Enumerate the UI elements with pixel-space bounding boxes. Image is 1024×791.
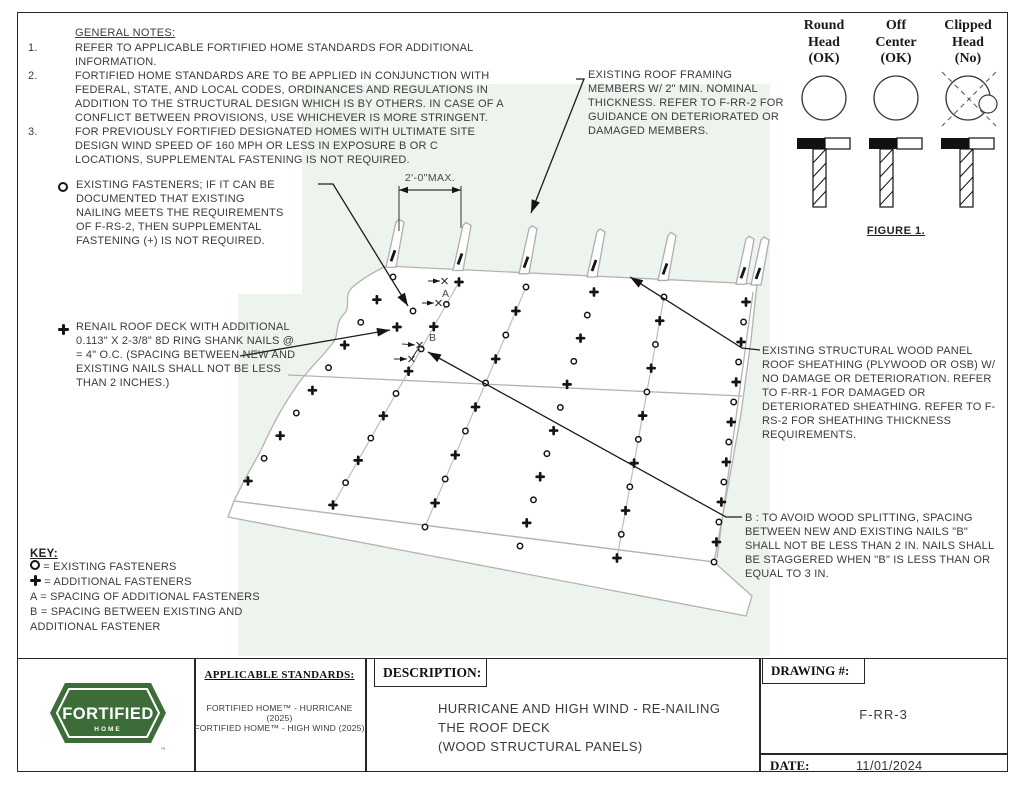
- note-text: REFER TO APPLICABLE FORTIFIED HOME STANDARDS FOR ADDITIONAL INFORMATION.: [75, 42, 474, 68]
- spacing-a-label: A: [442, 288, 450, 300]
- note-number: 1.: [28, 42, 38, 54]
- key-heading: KEY:: [30, 548, 58, 560]
- figure-label: Clipped: [944, 18, 992, 33]
- framing-callout: EXISTING ROOF FRAMING MEMBERS W/ 2" MIN. NOMINAL THICKNESS. REFER TO F-RR-2 FOR GUIDANCE ON DETERIORATED OR DAMAGED MEMBERS.: [588, 69, 784, 137]
- figure-label: Head: [808, 34, 840, 50]
- key-symbol: B: [30, 606, 38, 618]
- existing-fasteners-text: EXISTING FASTENERS; IF IT CAN BE DOCUMENTED THAT EXISTING NAILING MEETS THE REQUIREMENTS OF F-RS-2, THEN SUPPLEMENTAL FASTENING (+) IS NOT REQUIRED.: [76, 179, 284, 247]
- general-note-item: [28, 125, 510, 167]
- key-legend: [30, 548, 285, 635]
- trademark-symbol: ™: [160, 747, 166, 753]
- key-item: [30, 575, 280, 590]
- spacing-b-label: B: [429, 332, 437, 344]
- general-note-item: [28, 69, 510, 125]
- key-item: [30, 590, 280, 605]
- key-item: [30, 605, 280, 635]
- date-value: 11/01/2024: [856, 759, 923, 773]
- description-line: HURRICANE AND HIGH WIND - RE-NAILING: [438, 701, 721, 716]
- title-block-divider: [365, 659, 367, 771]
- figure-label: Head: [952, 34, 984, 50]
- figure-caption: FIGURE 1.: [866, 224, 926, 237]
- applicable-standards-heading: APPLICABLE STANDARDS:: [204, 669, 355, 681]
- existing-fastener-icon: [58, 182, 68, 192]
- dimension-label: 2'-0"MAX.: [404, 172, 456, 184]
- description-line: (WOOD STRUCTURAL PANELS): [438, 739, 643, 754]
- description-line: THE ROOF DECK: [438, 720, 551, 735]
- figure-label: (OK): [880, 51, 912, 66]
- sheathing-callout: EXISTING STRUCTURAL WOOD PANEL ROOF SHEATHING (PLYWOOD OR OSB) W/ NO DAMAGE OR DETERIORATION. REFER TO F-RR-1 FOR DAMAGED OR DETERIORATED SHEATHING. REFER TO F-RS-2 FOR SHEATHING THICKNESS REQUIREMENTS.: [762, 345, 996, 441]
- figure-label: Round: [803, 18, 845, 33]
- title-block: [17, 658, 1008, 772]
- additional-fastener-icon: [58, 324, 69, 335]
- round-head-nail-drawing: [790, 68, 858, 218]
- key-symbol: A: [30, 591, 37, 603]
- fortified-home-logo: [48, 675, 168, 753]
- logo-wordmark: FORTIFIED: [62, 705, 154, 723]
- renail-callout: [58, 320, 300, 390]
- nail-head-clipped-column: [932, 18, 1004, 223]
- figure-label: (No): [954, 51, 982, 66]
- date-label: DATE:: [770, 758, 810, 773]
- description-label: DESCRIPTION:: [374, 658, 487, 687]
- figure-label: (OK): [808, 51, 840, 66]
- key-item-text: = ADDITIONAL FASTENERS: [44, 576, 192, 588]
- additional-fastener-icon: [30, 575, 41, 586]
- key-item: [30, 560, 280, 575]
- key-item-text: = SPACING BETWEEN EXISTING AND ADDITIONAL FASTENER: [30, 606, 243, 633]
- existing-fasteners-callout: [58, 178, 290, 248]
- note-number: 3.: [28, 126, 38, 138]
- logo-subtext: HOME: [94, 726, 122, 733]
- figure-1: [788, 18, 1004, 237]
- figure-label: Center: [875, 34, 917, 50]
- standard-item: FORTIFIED HOME™ - HURRICANE (2025): [206, 703, 353, 723]
- nail-head-round-column: [788, 18, 860, 223]
- key-item-text: = SPACING OF ADDITIONAL FASTENERS: [40, 591, 260, 603]
- key-item-text: = EXISTING FASTENERS: [43, 561, 177, 573]
- splitting-callout: B : TO AVOID WOOD SPLITTING, SPACING BETWEEN NEW AND EXISTING NAILS "B" SHALL NOT BE LESS THAN 2 IN. NAILS SHALL BE STAGGERED WHEN "B" IS LESS THAN OR EQUAL TO 3 IN.: [745, 512, 994, 580]
- general-notes: [28, 26, 510, 167]
- nail-head-offcenter-column: [860, 18, 932, 223]
- figure-label: Off: [885, 18, 907, 33]
- general-note-item: [28, 41, 510, 69]
- renail-text: RENAIL ROOF DECK WITH ADDITIONAL 0.113" X 2-3/8" 8D RING SHANK NAILS @ = 4" O.C. (SPACING BETWEEN NEW AND EXISTING NAILS SHALL NOT BE LESS THAN 2 INCHES.): [76, 321, 296, 389]
- drawing-number: F-RR-3: [859, 707, 908, 722]
- note-text: FORTIFIED HOME STANDARDS ARE TO BE APPLIED IN CONJUNCTION WITH FEDERAL, STATE, AND LOCAL CODES, ORDINANCES AND REGULATIONS IN ADDITION TO THE STRUCTURAL DESIGN WHICH IS BY OTHERS. IN CASE OF A CONFLICT BETWEEN PROVISIONS, USE WHICHEVER IS MORE STRINGENT.: [75, 70, 504, 124]
- general-notes-heading: GENERAL NOTES:: [75, 27, 176, 39]
- existing-fastener-icon: [30, 560, 40, 570]
- date-divider: [759, 753, 1008, 755]
- offcenter-head-nail-drawing: [862, 68, 930, 218]
- drawing-number-label: DRAWING #:: [762, 658, 865, 684]
- standard-item: FORTIFIED HOME™ - HIGH WIND (2025): [194, 723, 365, 733]
- clipped-head-nail-drawing: [934, 68, 1002, 218]
- note-number: 2.: [28, 70, 38, 82]
- note-text: FOR PREVIOUSLY FORTIFIED DESIGNATED HOMES WITH ULTIMATE SITE DESIGN WIND SPEED OF 160 MPH OR LESS IN EXPOSURE B OR C LOCATIONS, SUPPLEMENTAL FASTENING IS NOT REQUIRED.: [75, 126, 476, 166]
